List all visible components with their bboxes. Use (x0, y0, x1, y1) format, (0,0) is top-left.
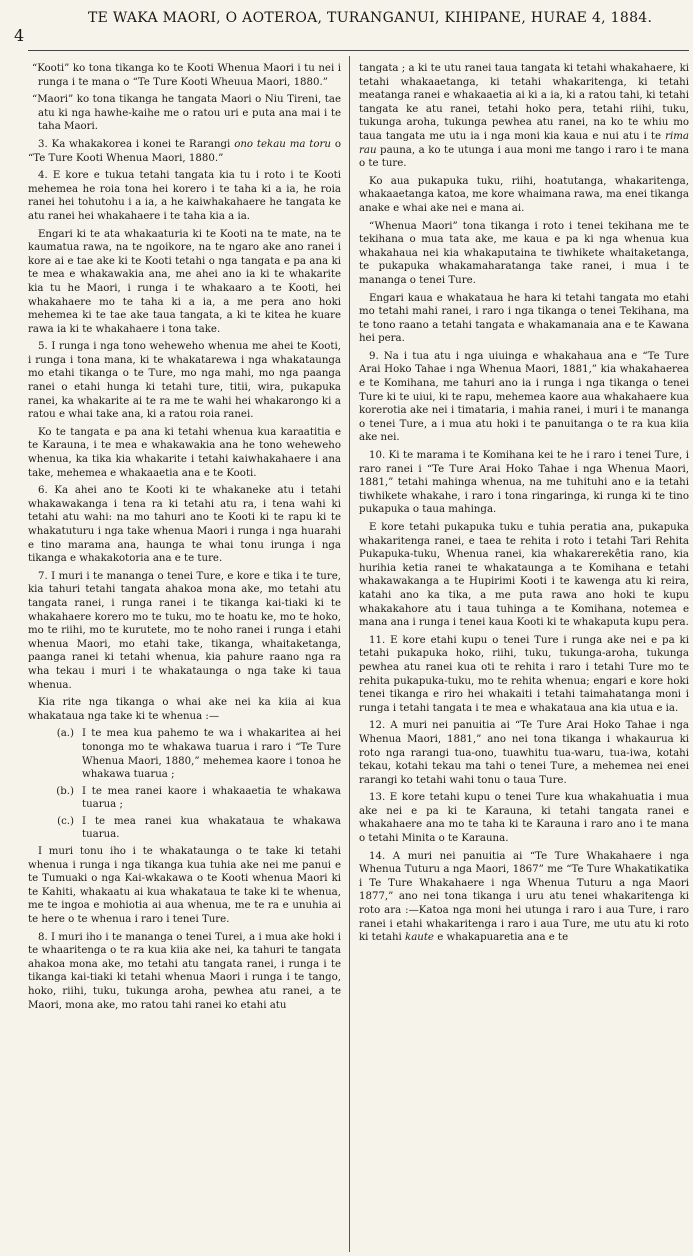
section-4-paragraph-2: Engari ki te ata whakaaturia ki te Kooti na te mate, na te kaumatua rawa, na te ngoikore, na te ngaro ake ano ranei i kore ai e tae ake ki te Kooti tetahi o nga tangata e pa ana ki te mea e whakawakia ana, me ahei ano ia ki te whakarite kia tu he Maori, i runga i te whakaaro a te Kooti, hei whakahaere mo te taha ki a ia, a me pera ano hoki mehemea ki te tae ake taua tangata, a ki te kitea he kuare rawa ia ki te whakahaere i tona take. (28, 228, 341, 335)
list-item-b: (b.) I te mea ranei kaore i whakaaetia te whakawa tuarua ; (56, 785, 341, 811)
section-3: 3. Ka whakakorea i konei te Rarangi ono tekau ma toru o “Te Ture Kooti Whenua Maori, 1880.” (28, 138, 341, 164)
section-7-paragraph-2: Kia rite nga tikanga o whai ake nei ka kiia ai kua whakataua nga take ki te whenua :— (28, 697, 341, 722)
definition-maori: “Maori” ko tona tikanga he tangata Maori o Niu Tireni, tae atu ki nga hawhe-kaihe me o ratou uri e puta ana mai i te taha Maori. (32, 94, 341, 133)
list-item-a: (a.) I te mea kua pahemo te wa i whakaritea ai hei tononga mo te whakawa tuarua i raro i “Te Ture Whenua Maori, 1880,” mehemea kaore i tonoa he whakawa tuarua ; (56, 728, 341, 781)
newspaper-title: TE WAKA MAORI, O AOTEROA, TURANGANUI, KIHIPANE, HURAE 4, 1884. (88, 10, 653, 26)
section-13: 13. E kore tetahi kupu o tenei Ture kua whakahuatia i mua ake nei e pa ki te Karauna, ki tetahi tangata ranei e whakahaere ana mo te taha ki te Karauna i raro ano i te mana o tetahi Minita o te Karauna. (359, 792, 689, 845)
section-7-paragraph-3: I muri tonu iho i te whakataunga o te take ki tetahi whenua i runga i nga tikanga kua tuhia ake nei me panui e te Tumuaki o nga Kai-wkakawa o te Kooti whenua Maori ki te Kahiti, whakaatu ai kua whakataua te take ki te whenua, me te ingoa e mohiotia ai aua whenua, me te ra e unuhia ai te here o te whenua i raro i tenei Ture. (28, 846, 341, 926)
section-8: 8. I muri iho i te mananga o tenei Turei, a i mua ake hoki i te whaaritenga o te ra kua kiia ake nei, ka tahuri te tangata ahakoa mona ake, mo tetahi atu tangata ranei, i runga i te tikanga kai-tiaki ki tetahi whenua Maori i runga i te tango, hoko, riihi, tuku, tukunga aroha, pewhea atu ranei, a te Maori, mona ake, mo ratou tahi ranei ko etahi atu (28, 931, 341, 1011)
definition-kooti: “Kooti” ko tona tikanga ko te Kooti Whenua Maori i tu nei i runga i te mana o “Te Ture Kooti Wheuua Maori, 1880.” (32, 63, 341, 88)
section-5-paragraph-2: Ko te tangata e pa ana ki tetahi whenua kua karaatitia e te Karauna, i te mea e whakawakia ana he tono weheweho whenua, ka tika kia whakarite i tetahi kaiwhakahaere i ana take, mehemea e whakaaetia ana e te Kooti. (28, 426, 341, 479)
section-4: 4. E kore e tukua tetahi tangata kia tu i roto i te Kooti mehemea he roia tona hei korero i te taha ki a ia, he roia ranei hei tohutohu i a ia, a he kaiwhakahaere he tangata ke atu ranei hei whakahaere i te taha kia a ia. (28, 170, 341, 222)
section-10: 10. Ki te marama i te Komihana kei te he i raro i tenei Ture, i raro ranei i “Te Ture Arai Hoko Tahae i nga Whenua Maori, 1881,” tetahi mahinga whenua, na me tuhituhi ano e ia tetahi tiwhikete whakahe, i raro i tona ringaringa, ki runga ki te tino pukapuka o taua mahinga. (359, 450, 689, 516)
section-10-paragraph-2: E kore tetahi pukapuka tuku e tuhia peratia ana, pukapuka whakaritenga ranei, e taea te rehita i roto i tetahi Tari Rehita Pukapuka-tuku, Whenua ranei, kia whakarerekêtia rano, kia hurihia ketia ranei te whakataunga a te Komihana e tetahi whakawakanga a te Hupirimi Kooti i te kawenga atu ki reira, katahi ano ka tika, a me puta rawa ano hoki te kupu whakakahore atu i taua tuhinga a te Komihana, notemea e mana ana i runga i tenei kaua Kooti ki te whakaputa kupu pera. (359, 522, 689, 629)
section-8-continued: tangata ; a ki te utu ranei taua tangata ki tetahi whakahaere, ki tetahi whakaaetanga, ki tetahi whakaritenga, ki tetahi meatanga ranei e whakaaetia ai ki a ia, ki a ratou tahi, ki tetahi tangata ke atu ranei, tetahi hoko pera, tetahi riihi, tuku, tukunga aroha, tukunga pewhea atu ranei, na ko te whiu mo taua tangata me utu ia i nga moni kia kaua e nui atu i te rima rau pauna, a ko te utunga i aua moni me tango i raro i te mana o te ture. (359, 63, 689, 170)
section-11: 11. E kore etahi kupu o tenei Ture i runga ake nei e pa ki tetahi pukapuka hoko, riihi, tuku, tukunga-aroha, tukunga pewhea atu ranei kua oti te rehita i raro i tetahi Ture mo te rehita pukapuka-tuku, mo te rehita whenua; engari e kore hoki tenei tikanga e riro hei whakaiti i tetahi taimahatanga moni i runga i tetahi tangata i te mea e whakataua ana kia utua e ia. (359, 634, 689, 714)
page-header (0, 0, 693, 46)
section-8-paragraph-4: Engari kaua e whakataua he hara ki tetahi tangata mo etahi mo tetahi mahi ranei, i raro i nga tikanga o tenei Tekihana, ma te tono raano a tetahi tangata e whakamanaia ana e te Kawana hei pera. (359, 292, 689, 345)
section-5: 5. I runga i nga tono weheweho whenua me ahei te Kooti, i runga i tona mana, ki te whakatarewa i nga whakataunga mo etahi tikanga o te Ture, mo nga mahi, mo nga paanga ranei o etahi hunga ki tetahi ture, titii, wira, pukapuka ranei, ka whakarite ai te ra me te wahi hei whakarongo ki a ratou e whai take ana, ki a ratou roia ranei. (28, 341, 341, 421)
section-7: 7. I muri i te mananga o tenei Ture, e kore e tika i te ture, kia tahuri tetahi tangata ahakoa mona ake, mo tetahi atu tangata ranei, i runga ranei i te tikanga kai-tiaki ki te whakahaere korero mo te tuku, mo te hoatu ke, mo te hoko, mo te riihi, mo te kurutete, mo te noho ranei i runga i etahi whenua Maori, mo etahi take, tikanga, whaitaketanga, paanga ranei ki tetahi whenua, kia pahure raano nga ra wha tekau i muri i te whakataunga o nga take ki taua whenua. (28, 570, 341, 691)
section-14: 14. A muri nei panuitia ai “Te Ture Whakahaere i nga Whenua Tuturu a nga Maori, 1867” me “Te Ture Whakatikatika i Te Ture Whakahaere i nga Whenua Tuturu a nga Maori 1877,” ano nei tona tikanga i uru atu tenei whakaritenga ki roto ara :—Katoa nga moni hei utunga i raro i aua Ture, i raro ranei i etahi whakaritenga i raro i aua Ture, me utu atu ki roto ki tetahi kaute e whakapuaretia ana e te (359, 850, 689, 944)
section-12: 12. A muri nei panuitia ai “Te Ture Arai Hoko Tahae i nga Whenua Maori, 1881,” ano nei tona tikanga i whakaurua ki roto nga rarangi tua-ono, tuawhitu tua-waru, tua-iwa, kotahi tekau, kotahi tekau ma tahi o tenei Ture, a mehemea nei enei rarangi ko tetahi wahi tonu o taua Ture. (359, 720, 689, 786)
section-9: 9. Na i tua atu i nga uiuinga e whakahaua ana e “Te Ture Arai Hoko Tahae i nga Whenua Maori, 1881,” kia whakahaerea e te Komihana, me tahuri ano ia i runga i nga tikanga o tenei Ture ki te uiui, ki te rapu, mehemea kaore aua whakahaere kua korerotia ake nei i timataria, i mahia ranei, i muri i te mananga o tenei Ture, a i mua atu hoki i te panuitanga o te ra kua kiia ake nei. (359, 350, 689, 444)
page-number: 4 (14, 26, 25, 45)
list-item-c: (c.) I te mea ranei kua whakataua te whakawa tuarua. (57, 815, 341, 841)
header-rule (28, 50, 689, 51)
column-divider (349, 56, 350, 1252)
section-8-paragraph-3: “Whenua Maori” tona tikanga i roto i tenei tekihana me te tekihana o mua tata ake, me kaua e pa ki nga whenua kua whakahaua nei kia whakaputaina te tiwhikete whaitaketanga, te pukapuka whakamaharatanga take ranei, i mua i te mananga o tenei Ture. (359, 220, 689, 286)
section-8-paragraph-2: Ko aua pukapuka tuku, riihi, hoatutanga, whakaritenga, whakaaetanga katoa, me kore whaimana rawa, ma enei tikanga anake e whai ake nei e mana ai. (359, 175, 689, 214)
section-6: 6. Ka ahei ano te Kooti ki te whakaneke atu i tetahi whakawakanga i tena ra ki tetahi atu ra, i tena wahi ki tetahi atu wahi: na mo tahuri ano te Kooti ki te rapu ki te whakatuturu i nga take whenua Maori i runga i nga huarahi e tino marama ana, haunga te whai tonu irunga i nga tikanga e whakakotoria ana e te ture. (28, 485, 341, 565)
right-column (359, 62, 689, 1252)
left-column (28, 62, 341, 1252)
